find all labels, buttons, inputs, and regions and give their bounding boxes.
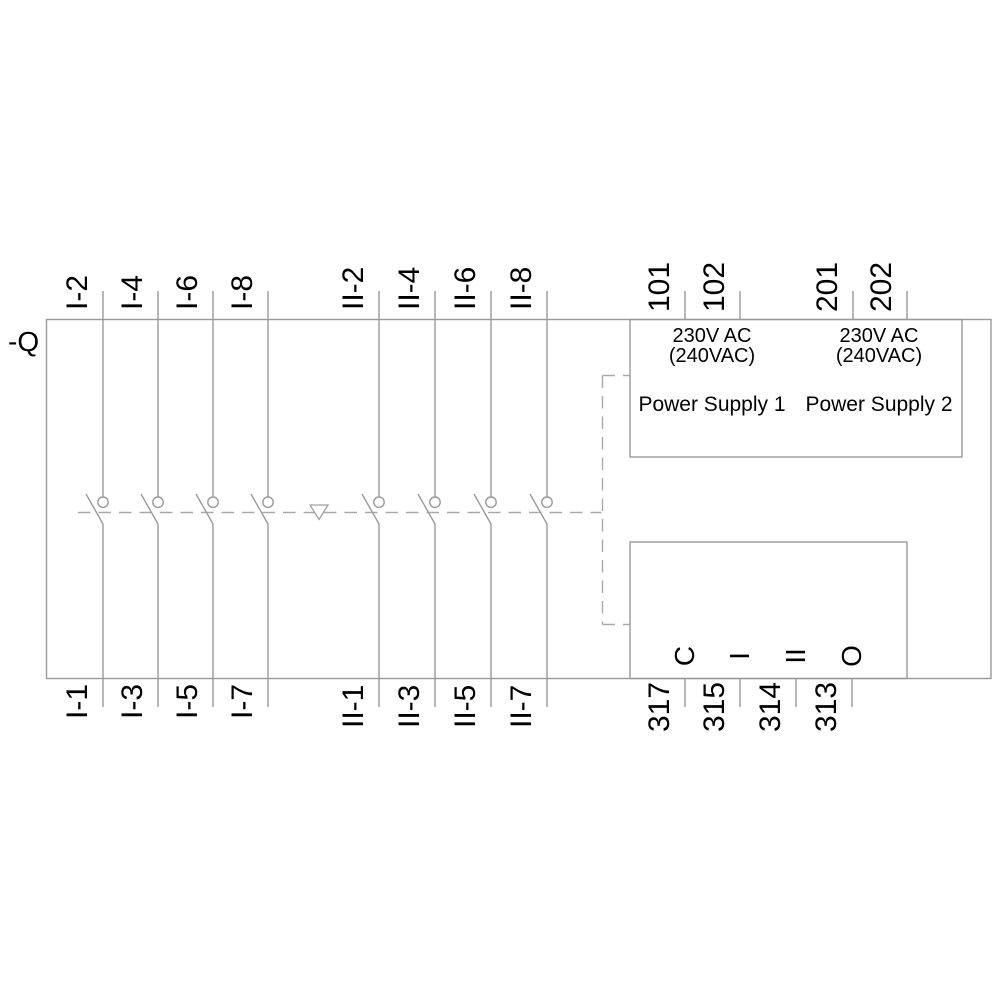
position-letter: C: [668, 645, 700, 667]
contact-circle-icon: [486, 497, 496, 507]
position-letter: O: [836, 645, 867, 667]
switch-pole-4: [251, 291, 273, 707]
switch-pole-2: [141, 291, 163, 707]
switch-pole-7: [474, 291, 496, 707]
power-supply-name: Power Supply 1: [638, 393, 786, 416]
switch-poles: [86, 291, 552, 707]
switch-pole-5: [362, 291, 384, 707]
contact-circle-icon: [208, 497, 218, 507]
switch-pole-6: [418, 291, 440, 707]
switch-pole-1: [86, 291, 108, 707]
voltage-rating-alt: (240VAC): [835, 345, 923, 367]
position-letter: II: [780, 648, 811, 664]
contact-circle-icon: [542, 497, 552, 507]
main-enclosure-outline: [47, 320, 992, 679]
contact-circle-icon: [98, 497, 108, 507]
switch-pole-8: [530, 291, 552, 707]
voltage-rating: 230V AC: [672, 325, 752, 347]
contact-circle-icon: [263, 497, 273, 507]
contact-circle-icon: [374, 497, 384, 507]
switch-pole-3: [196, 291, 218, 707]
schematic-page: -Q I-2 I-4 I-6 I-8 II-2 II-4 II-6 II-8 I-1 I-3 I-5 I-7 II-1 II-3 II-5 II-7 101 102 201 202 230V AC (240VAC) Power Supply 1 230V AC (240VAC) Power Supply 2 C I II O 317 315 314 313: [0, 0, 1000, 1000]
contact-circle-icon: [153, 497, 163, 507]
contact-circle-icon: [430, 497, 440, 507]
device-label: -Q: [8, 326, 40, 357]
position-letter: I: [724, 652, 755, 660]
voltage-rating: 230V AC: [839, 325, 919, 347]
power-supply-name: Power Supply 2: [805, 393, 953, 416]
voltage-rating-alt: (240VAC): [668, 345, 756, 367]
